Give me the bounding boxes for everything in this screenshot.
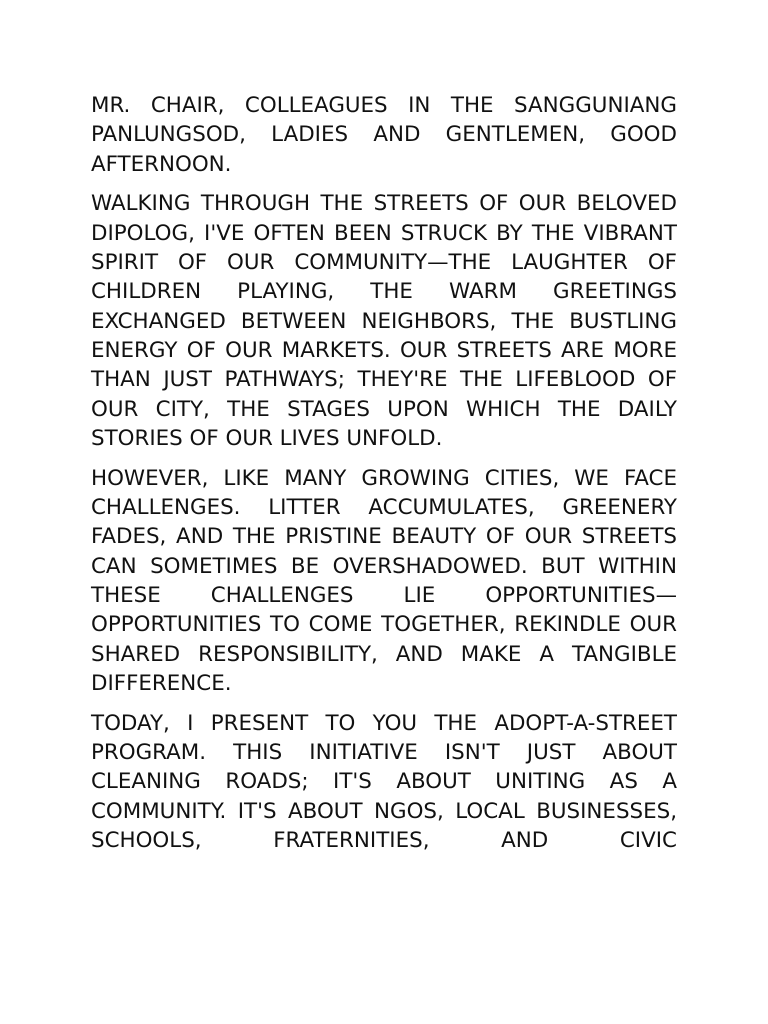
speech-paragraph-1: MR. CHAIR, COLLEAGUES IN THE SANGGUNIANG PANLUNGSOD, LADIES AND GENTLEMEN, GOOD AFTERNOON. <box>91 93 677 177</box>
speech-paragraph-2: WALKING THROUGH THE STREETS OF OUR BELOVED DIPOLOG, I'VE OFTEN BEEN STRUCK BY THE VIBRANT SPIRIT OF OUR COMMUNITY—THE LAUGHTER OF CHILDREN PLAYING, THE WARM GREETINGS EXCHANGED BETWEEN NEIGHBORS, THE BUSTLING ENERGY OF OUR MARKETS. OUR STREETS ARE MORE THAN JUST PATHWAYS; THEY'RE THE LIFEBLOOD OF OUR CITY, THE STAGES UPON WHICH THE DAILY STORIES OF OUR LIVES UNFOLD. <box>91 191 677 451</box>
speech-paragraph-4: TODAY, I PRESENT TO YOU THE ADOPT-A-STREET PROGRAM. THIS INITIATIVE ISN'T JUST ABOUT CLEANING ROADS; IT'S ABOUT UNITING AS A COMMUNITY. IT'S ABOUT NGOS, LOCAL BUSINESSES, SCHOOLS, FRATERNITIES, AND CIVIC <box>91 710 677 853</box>
speech-paragraph-3: HOWEVER, LIKE MANY GROWING CITIES, WE FACE CHALLENGES. LITTER ACCUMULATES, GREENERY FADES, AND THE PRISTINE BEAUTY OF OUR STREETS CAN SOMETIMES BE OVERSHADOWED. BUT WITHIN THESE CHALLENGES LIE OPPORTUNITIES—OPPORTUNITIES TO COME TOGETHER, REKINDLE OUR SHARED RESPONSIBILITY, AND MAKE A TANGIBLE DIFFERENCE. <box>91 465 677 696</box>
document-page <box>91 91 677 866</box>
